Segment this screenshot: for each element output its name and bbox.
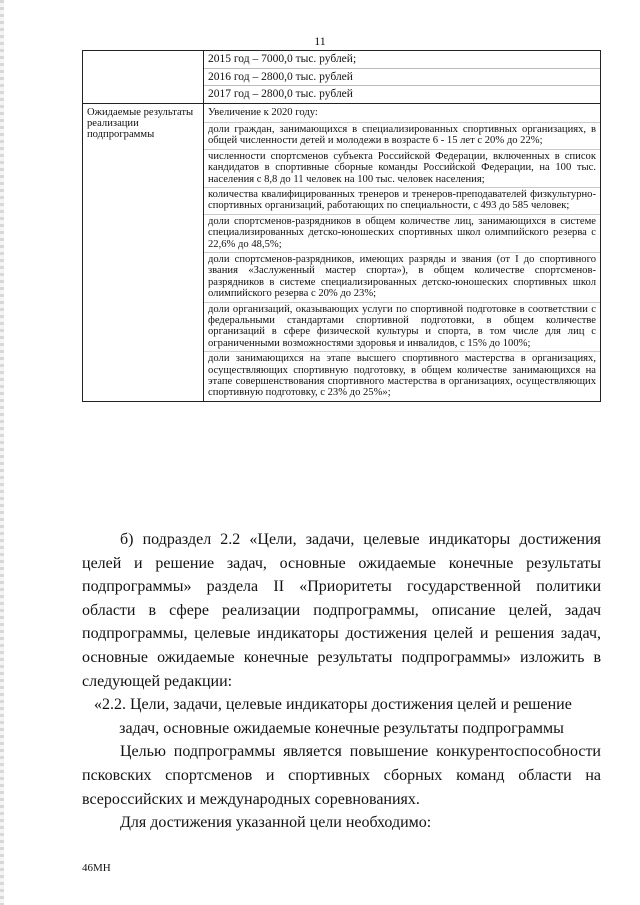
result-item: доли спортсменов-разрядников в общем количестве лиц, занимающихся в системе специализированных детско-юношеских спортивных школ олимпийского резерва с 22,6% до 48,5%; [204, 215, 600, 253]
scan-edge-artifact [0, 0, 4, 905]
result-item: доли спортсменов-разрядников, имеющих разряды и звания (от I до спортивного звания «Заслуженный мастер спорта»), в общем количестве спортсменов-разрядников в системе специализированных детско-юношеских спортивных школ олимпийского резерва с 20% до 23%; [204, 253, 600, 303]
result-item: численности спортсменов субъекта Российской Федерации, включенных в список кандидатов в спортивные сборные команды Российской Федерации, на 100 тыс. населения с 8,8 до 11 человек на 100 тыс. человек населения; [204, 150, 600, 188]
funding-label-cell [83, 51, 204, 104]
subprogram-passport-table [82, 50, 601, 402]
result-item: количества квалифицированных тренеров и тренеров-преподавателей физкультурно-спортивных организаций, работающих по специальности, с 493 до 585 человек; [204, 188, 600, 215]
paragraph-amendment-b: б) подраздел 2.2 «Цели, задачи, целевые индикаторы достижения целей и решение задач, основные ожидаемые конечные результаты подпрограммы» раздела II «Приоритеты государственной политики области в сфере реализации подпрограммы, описание целей, задач подпрограммы, целевые индикаторы достижения целей и решения задач, основные ожидаемые конечные результаты подпрограммы» изложить в следующей редакции: [82, 531, 601, 690]
page-number: 11 [314, 34, 326, 48]
funding-value-cell [204, 51, 601, 104]
table-row-expected-results [83, 103, 601, 401]
results-intro: Увеличение к 2020 году: [204, 104, 600, 123]
document-body [82, 528, 601, 835]
document-code: 46МН [82, 862, 111, 874]
results-value-cell [204, 103, 601, 401]
result-item: доли организаций, оказывающих услуги по спортивной подготовке в соответствии с федеральными стандартами спортивной подготовки, в общем количестве организаций в сфере физической культуры и спорта, в том числе для лиц с ограниченными возможностями здоровья и инвалидов, с 15% до 100%; [204, 303, 600, 353]
section-heading-line-2: задач, основные ожидаемые конечные результаты подпрограммы [119, 719, 564, 737]
section-heading-line-1: «2.2. Цели, задачи, целевые индикаторы достижения целей и решение [94, 696, 572, 714]
funding-line-2017: 2017 год – 2800,0 тыс. рублей [208, 88, 353, 100]
result-item: доли граждан, занимающихся в специализированных спортивных организациях, в общей численности детей и молодежи в возрасте 6 - 15 лет с 20% до 22%; [204, 123, 600, 150]
funding-line-2015: 2015 год – 7000,0 тыс. рублей; [204, 51, 600, 69]
table-row-funding [83, 51, 601, 104]
paragraph-goal: Целью подпрограммы является повышение конкурентоспособности псковских спортсменов и спортивных сборных команд области на всероссийских и международных соревнованиях. [82, 743, 601, 808]
results-label-cell: Ожидаемые результаты реализации подпрограммы [83, 103, 204, 401]
funding-line-2016: 2016 год – 2800,0 тыс. рублей [204, 69, 600, 87]
paragraph-requirements: Для достижения указанной цели необходимо: [120, 814, 432, 832]
result-item: доли занимающихся на этапе высшего спортивного мастерства в организациях, осуществляющих спортивную подготовку, в общем количестве занимающихся на этапе совершенствования спортивного мастерства в организациях, осуществляющих спортивную подготовку, с 23% до 25%»; [208, 353, 596, 399]
